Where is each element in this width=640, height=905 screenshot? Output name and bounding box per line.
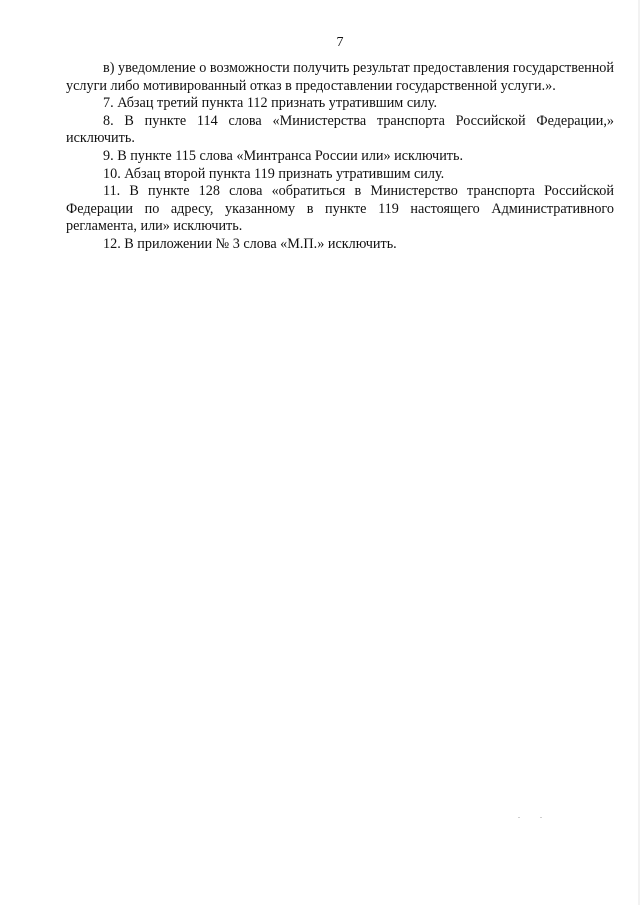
paragraph-item-v: в) уведомление о возможности получить результат предоставления государственной услуги либо мотивированный отказ в предоставлении государственной услуги.». <box>66 60 614 94</box>
paragraph-item-8: 8. В пункте 114 слова «Министерства транспорта Российской Федерации,» исключить. <box>66 112 614 147</box>
document-body <box>66 60 614 254</box>
page-number: 7 <box>336 35 344 50</box>
paragraph-item-7: 7. Абзац третий пункта 112 признать утратившим силу. <box>103 95 438 112</box>
paragraph-item-9: 9. В пункте 115 слова «Минтранса России или» исключить. <box>103 147 463 164</box>
paragraph-item-12: 12. В приложении № 3 слова «М.П.» исключить. <box>103 235 397 252</box>
scan-artifact <box>518 815 548 821</box>
paragraph-item-10: 10. Абзац второй пункта 119 признать утратившим силу. <box>103 165 445 182</box>
paragraph-item-11: 11. В пункте 128 слова «обратиться в Министерство транспорта Российской Федерации по адресу, указанному в пункте 119 настоящего Административного регламента, или» исключить. <box>66 183 614 235</box>
